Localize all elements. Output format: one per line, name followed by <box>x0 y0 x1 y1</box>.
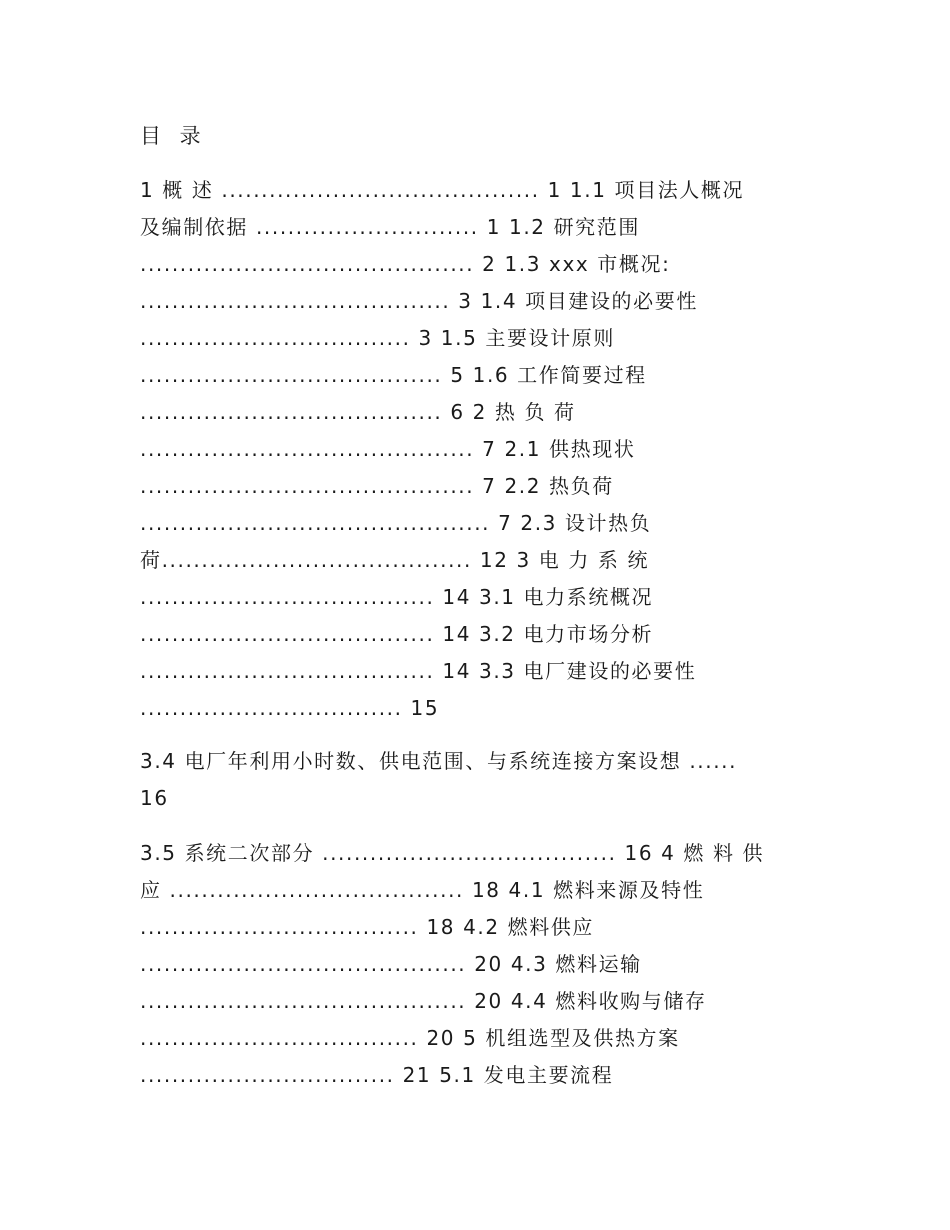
toc-line: ....................................... 3 1.4 项目建设的必要性 <box>140 289 698 313</box>
toc-line: ..................................... 14 3.3 电厂建设的必要性 <box>140 659 697 683</box>
toc-line: ...................................... 6 2 热 负 荷 <box>140 400 576 424</box>
toc-line: ................................... 18 4.2 燃料供应 <box>140 915 595 939</box>
toc-line: .................................. 3 1.5 主要设计原则 <box>140 326 615 350</box>
toc-line: ......................................... 20 4.3 燃料运输 <box>140 952 642 976</box>
toc-line: 荷....................................... 12 3 电 力 系 统 <box>140 548 650 572</box>
toc-line: .......................................... 7 2.2 热负荷 <box>140 474 614 498</box>
toc-line: ...................................... 5 1.6 工作简要过程 <box>140 363 647 387</box>
toc-line: 3.4 电厂年利用小时数、供电范围、与系统连接方案设想 ...... <box>140 749 738 773</box>
toc-line: 1 概 述 ........................................ 1 1.1 项目法人概况 <box>140 178 745 202</box>
toc-line: ............................................ 7 2.3 设计热负 <box>140 511 652 535</box>
toc-line: 3.5 系统二次部分 ..................................... 16 4 燃 料 供 <box>140 841 765 865</box>
toc-line: ..................................... 14 3.1 电力系统概况 <box>140 585 654 609</box>
toc-line: 16 <box>140 786 169 810</box>
toc-block-1 <box>140 172 820 727</box>
toc-title: 目 录 <box>140 124 207 148</box>
toc-line: ......................................... 20 4.4 燃料收购与储存 <box>140 989 707 1013</box>
toc-line: 应 ..................................... 18 4.1 燃料来源及特性 <box>140 878 705 902</box>
toc-line: ................................... 20 5 机组选型及供热方案 <box>140 1026 680 1050</box>
toc-block-2 <box>140 743 820 817</box>
toc-line: ..................................... 14 3.2 电力市场分析 <box>140 622 654 646</box>
toc-line: ................................ 21 5.1 发电主要流程 <box>140 1063 614 1087</box>
toc-block-3 <box>140 835 820 1094</box>
toc-line: .......................................... 7 2.1 供热现状 <box>140 437 636 461</box>
toc-line: ................................. 15 <box>140 696 440 720</box>
toc-line: .......................................... 2 1.3 xxx 市概况: <box>140 252 671 276</box>
toc-line: 及编制依据 ............................ 1 1.2 研究范围 <box>140 215 640 239</box>
